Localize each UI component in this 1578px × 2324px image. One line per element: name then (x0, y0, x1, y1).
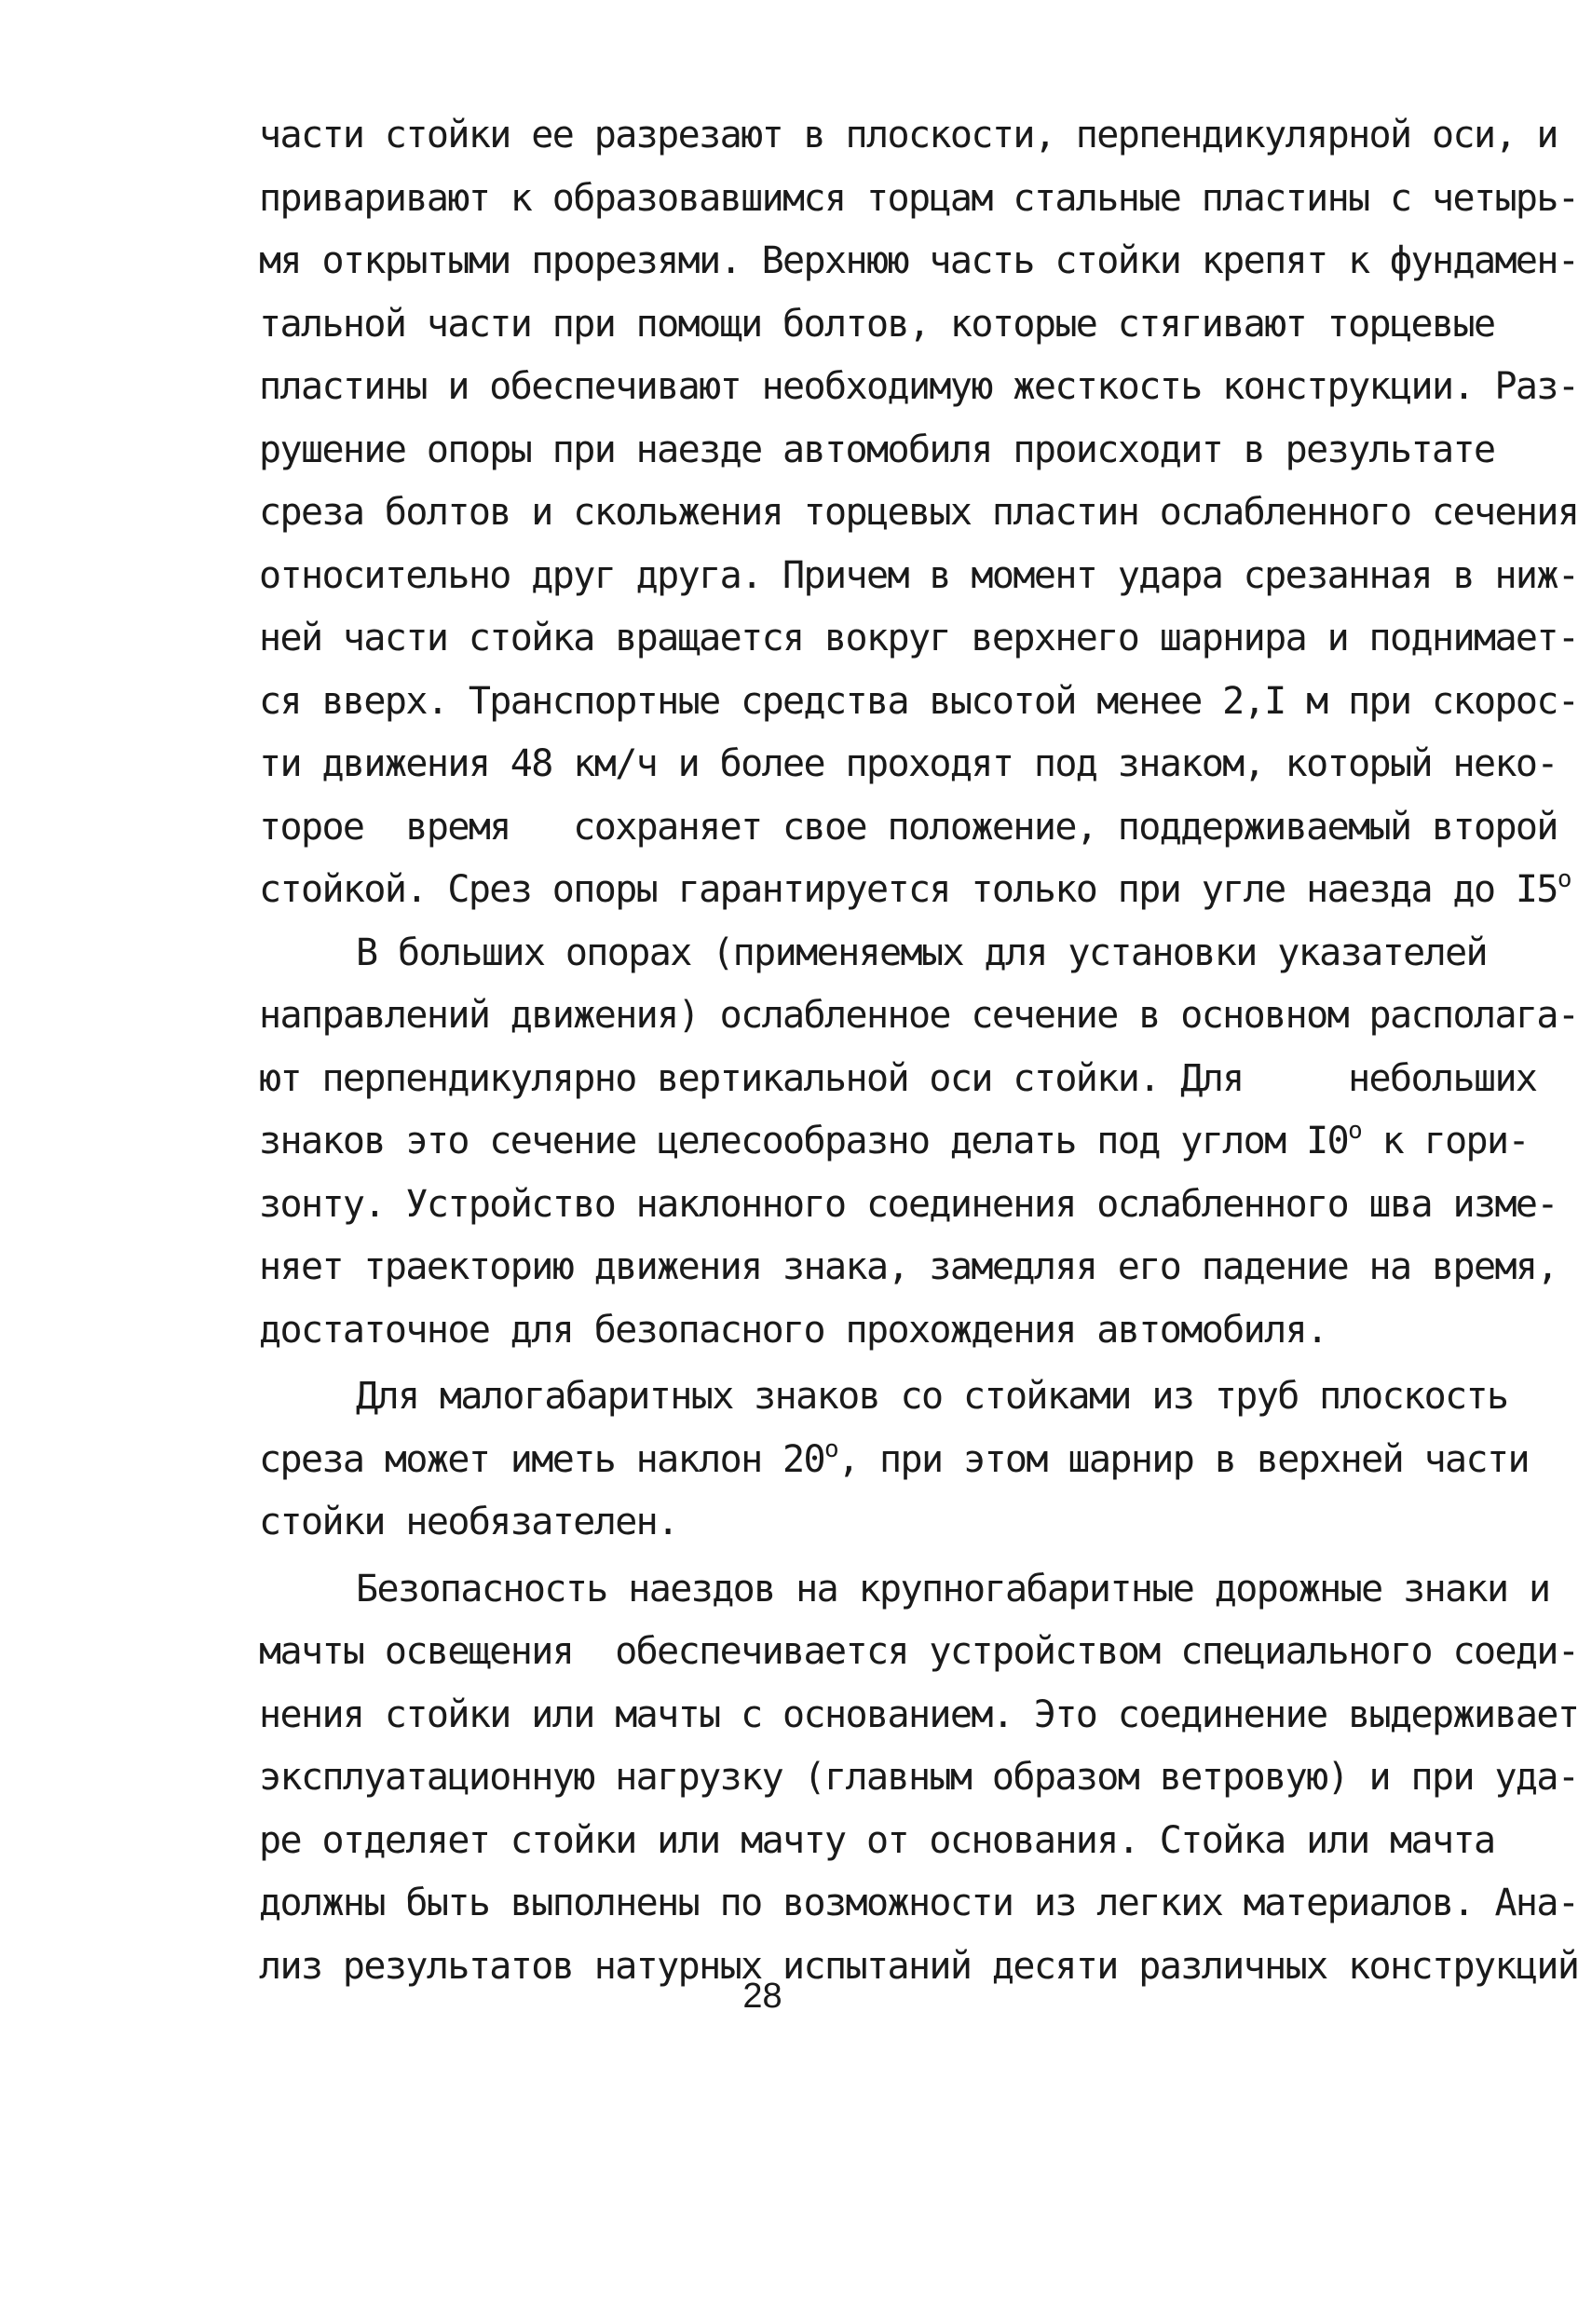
text-line: няет траекторию движения знака, замедляя его падение на время, (259, 1245, 1558, 1288)
line-text: знаков это сечение целесообразно делать под углом I0 (259, 1120, 1349, 1162)
text-line (259, 1429, 1529, 1492)
body-text (259, 104, 1578, 1998)
degree-sign: o (1348, 1117, 1362, 1145)
line-text: стойкой. Срез опоры гарантируется только при угле наезда до I5 (259, 868, 1558, 911)
text-line: ре отделяет стойки или мачту от основания. Стойка или мачта (259, 1818, 1495, 1862)
text-line: ней части стойка вращается вокруг верхнего шарнира и поднимает- (259, 617, 1578, 659)
text-line: Для малогабаритных знаков со стойками из труб плоскость (356, 1375, 1508, 1418)
text-line: пластины и обеспечивают необходимую жесткость конструкции. Раз- (259, 365, 1578, 408)
text-line: должны быть выполнены по возможности из легких материалов. Ана- (259, 1882, 1578, 1924)
text-line: достаточное для безопасного прохождения автомобиля. (259, 1308, 1327, 1352)
text-line: эксплуатационную нагрузку (главным образом ветровую) и при уда- (259, 1756, 1578, 1799)
text-line: ти движения 48 км/ч и более проходят под знаком, который неко- (259, 742, 1558, 785)
text-line: тальной части при помощи болтов, которые стягивают торцевые (259, 302, 1495, 346)
text-line: мачты освещения обеспечивается устройством специального соеди- (259, 1630, 1578, 1673)
text-line: нения стойки или мачты с основанием. Это соединение выдерживает (259, 1692, 1578, 1736)
text-line: стойки необязателен. (259, 1501, 678, 1543)
text-line: мя открытыми прорезями. Верхнюю часть стойки крепят к фундамен- (259, 239, 1578, 282)
text-line: Безопасность наездов на крупногабаритные дорожные знаки и (356, 1567, 1550, 1610)
text-line: относительно друг друга. Причем в момент удара срезанная в ниж- (259, 553, 1578, 597)
text-line: В больших опорах (применяемых для установки указателей (356, 931, 1488, 974)
text-line: торое время сохраняет свое положение, поддерживаемый второй (259, 805, 1558, 849)
degree-sign: o (1557, 865, 1571, 893)
text-line: рушение опоры при наезде автомобиля происходит в результате (259, 428, 1495, 471)
degree-sign: o (824, 1434, 838, 1463)
page-number: 28 (742, 1977, 782, 2016)
text-line (259, 1110, 1529, 1174)
text-line: лиз результатов натурных испытаний десяти различных конструкций (259, 1944, 1578, 1988)
text-line: приваривают к образовавшимся торцам стальные пластины с четырь- (259, 176, 1578, 220)
text-line: части стойки ее разрезают в плоскости, перпендикулярной оси, и (259, 114, 1558, 156)
text-line: направлений движения) ослабленное сечение в основном располага- (259, 994, 1578, 1037)
text-line: ся вверх. Транспортные средства высотой менее 2,I м при скорос- (259, 679, 1578, 723)
text-line: среза болтов и скольжения торцевых пластин ослабленного сечения (259, 491, 1578, 534)
line-text: к гори- (1361, 1120, 1529, 1162)
text-line: зонту. Устройство наклонного соединения ослабленного шва изме- (259, 1182, 1558, 1226)
text-line (259, 859, 1571, 922)
line-text: , при этом шарнир в верхней части (837, 1437, 1529, 1481)
text-line: ют перпендикулярно вертикальной оси стойки. Для небольших (259, 1056, 1537, 1100)
line-text: среза может иметь наклон 20 (259, 1437, 825, 1481)
